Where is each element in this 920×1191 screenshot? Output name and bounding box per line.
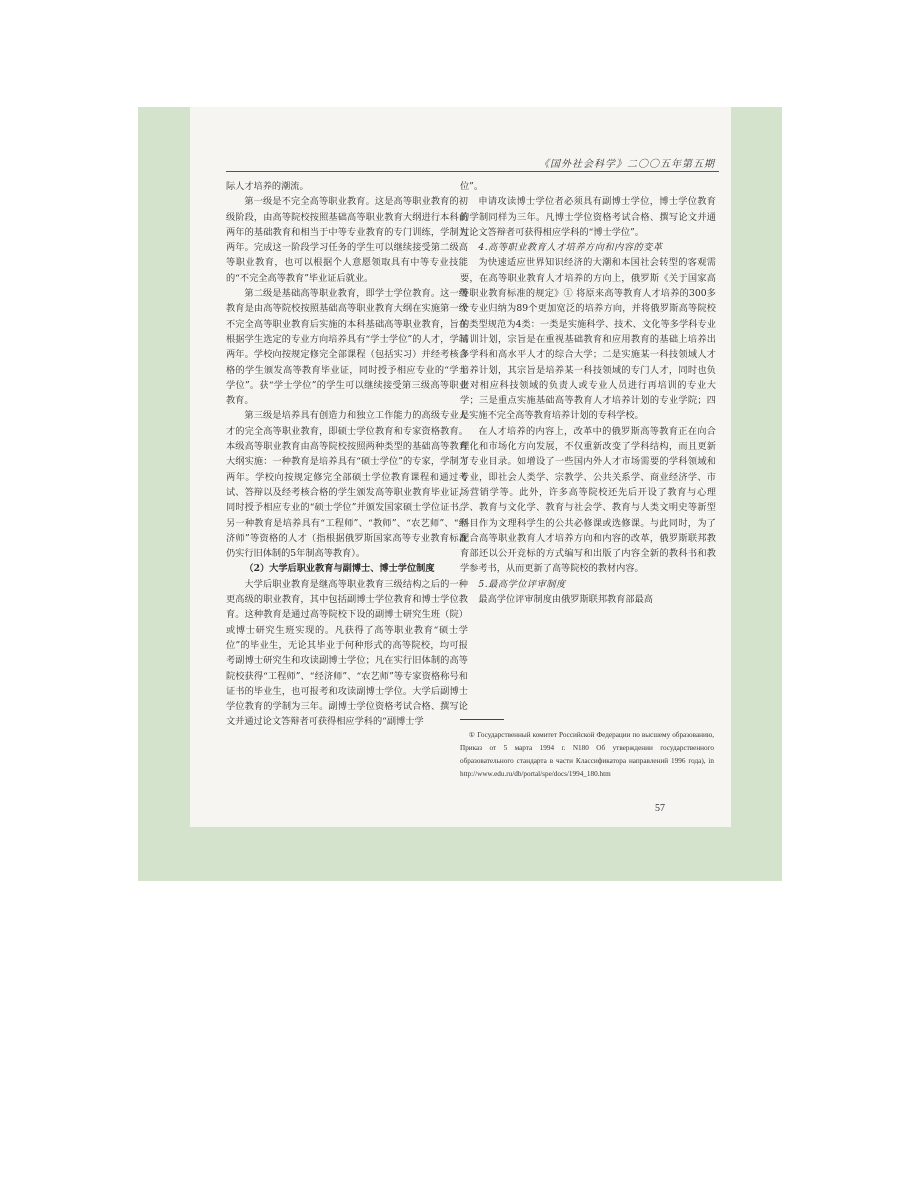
journal-page — [190, 107, 731, 827]
header-rule — [226, 171, 719, 172]
page-number: 57 — [655, 803, 665, 814]
right-column-paragraph: 申请攻读博士学位者必须具有副博士学位，博士学位教育的学制同样为三年。凡博士学位资格考试合格、撰写论文并通过论文答辩者可获得相应学科的“博士学位”。 — [460, 196, 716, 238]
footnote-text — [460, 729, 714, 781]
right-column-paragraph: 为快速适应世界知识经济的大潮和本国社会转型的客观需要，在高等职业教育人才培养的方向上，俄罗斯《关于国家高等职业教育标准的规定》① 将原来高等教育人才培养的300多个专业归纳为89个更加宽泛的培养方向，并将俄罗斯高等院校的类型规范为4类：一类是实施科学、技术、文化等多学科专业培训计划，宗旨是在重视基础教育和应用教育的基础上培养出多学科和高水平人才的综合大学；二是实施某一科技领域人才培养计划，其宗旨是培养某一科技领域的专门人才，同时也负责对相应科技领域的负责人或专业人员进行再培训的专业大学；三是重点实施基础高等教育人才培养计划的专业学院；四是实施不完全高等教育培养计划的专科学校。 — [460, 257, 716, 422]
footnote-marker: ① — [468, 731, 476, 739]
left-column-paragraph: 第一级是不完全高等职业教育。这是高等职业教育的初级阶段，由高等院校按照基础高等职业教育大纲进行本科前两年的基础教育和相当于中等专业教育的专门训练，学制为两年。完成这一阶段学习任务的学生可以继续接受第二级高等职业教育，也可以根据个人意愿领取具有中等专业技能的“不完全高等教育”毕业证后就业。 — [226, 196, 468, 284]
left-column — [226, 179, 468, 730]
left-column-paragraph: 大学后职业教育是继高等职业教育三级结构之后的一种更高级的职业教育，其中包括副博士学位教育和博士学位教育。这种教育是通过高等院校下设的副博士研究生班（院）或博士研究生班实现的。凡获得了高等职业教育“硕士学位”的毕业生，无论其毕业于何种形式的高等院校，均可报考副博士研究生和攻读副博士学位；凡在实行旧体制的高等院校获得“工程师”、“经济师”、“农艺师”等专家资格称号和证书的毕业生，也可报考和攻读副博士学位。大学后副博士学位教育的学制为三年。副博士学位资格考试合格、撰写论文并通过论文答辩者可获得相应学科的“副博士学 — [226, 578, 468, 728]
running-head: 《国外社会科学》二〇〇五年第五期 — [539, 159, 715, 170]
left-column-paragraph: 第三级是培养具有创造力和独立工作能力的高级专业人才的完全高等职业教育，即硕士学位教育和专家资格教育。本级高等职业教育由高等院校按照两种类型的基础高等教育大纲实施：一种教育是培养具有“硕士学位”的专家，学制为两年。学校向按规定修完全部硕士学位教育课程和通过考试、答辩以及经考核合格的学生颁发高等职业教育毕业证，同时授予相应专业的“硕士学位”并颁发国家硕士学位证书。另一种教育是培养具有“工程师”、“教师”、“农艺师”、“经济师”等资格的人才（指根据俄罗斯国家高等专业教育标准仍实行旧体制的5年制高等教育）。 — [226, 410, 468, 560]
left-column-paragraph: 第二级是基础高等职业教育，即学士学位教育。这一级教育是由高等院校按照基础高等职业教育大纲在实施第一级不完全高等职业教育后实施的本科基础高等职业教育，旨在根据学生选定的专业方向培养具有“学士学位”的人才，学制两年。学校向按规定修完全部课程（包括实习）并经考核合格的学生颁发高等教育毕业证，同时授予相应专业的“学士学位”。获“学士学位”的学生可以继续接受第三级高等职业教育。 — [226, 288, 468, 407]
right-column-paragraph: 在人才培养的内容上，改革中的俄罗斯高等教育正在向合理化和市场化方向发展，不仅重新改变了学科结构，而且更新了专业目录。如增设了一些国内外人才市场需要的学科领域和专业，即社会人类学、宗教学、公共关系学、商业经济学、市场营销学等。此外，许多高等院校还先后开设了教育与心理学、教育与文化学、教育与社会学、教育与人类文明史等新型科目作为文理科学生的公共必修课或选修课。与此同时，为了配合高等职业教育人才培养方向和内容的改革，俄罗斯联邦教育部还以公开竞标的方式编写和出版了内容全新的教科书和教学参考书，从而更新了高等院校的教材内容。 — [460, 425, 716, 575]
left-column-paragraph: 际人才培养的潮流。 — [226, 181, 309, 192]
right-column-paragraph: 4.高等职业教育人才培养方向和内容的变革 — [478, 242, 663, 254]
right-column-paragraph: 5.最高学位评审制度 — [478, 578, 566, 590]
right-column-paragraph: 位”。 — [460, 181, 484, 192]
left-column-paragraph: （2）大学后职业教育与副博士、博士学位制度 — [244, 563, 435, 575]
footnote — [460, 729, 714, 781]
right-column — [460, 179, 716, 607]
right-column-paragraph: 最高学位评审制度由俄罗斯联邦教育部最高 — [478, 594, 653, 606]
footnote-body: Государственный комитет Российской Федерации по высшему образованию, Приказ от 5 марта 1994 г. N180 Об утверждении государственного образовательного стандарта в части Классификатора направлений 1996 года), in http://www.edu.ru/db/portal/spe/docs/1994_180.htm — [460, 731, 714, 778]
footnote-rule — [460, 719, 504, 720]
